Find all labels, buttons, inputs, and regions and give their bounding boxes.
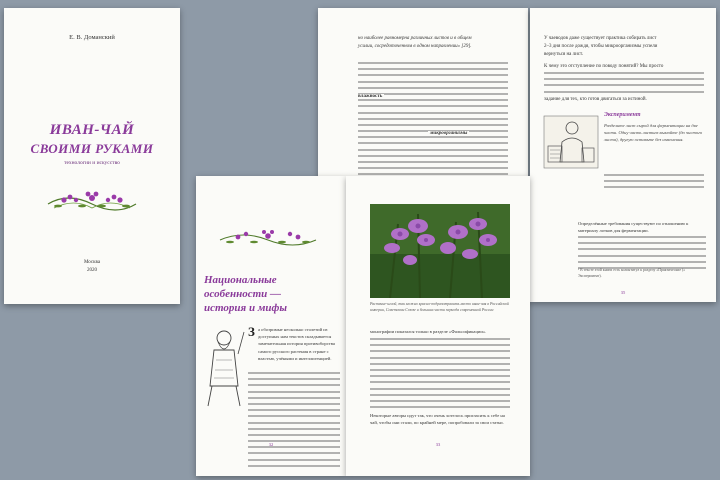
bottom-left-page bbox=[196, 176, 346, 476]
dropcap: З bbox=[248, 324, 255, 339]
book-subtitle: технологии и искусство bbox=[64, 160, 120, 166]
photo-caption: Растение-иглой, так можно красно-подразотравить место иван-чая в Российской империи, Советском Союзе и больших части периода современной России bbox=[370, 302, 509, 312]
footnote: ¹ В тексте этой книги есть колонтитул к разделу «Практические (« Эксперимент). bbox=[578, 268, 686, 278]
bold-term-humidity: влажность bbox=[358, 94, 383, 99]
chapter-body-text bbox=[248, 372, 340, 471]
bold-term-microorganisms: микроорганизмы bbox=[430, 131, 468, 136]
right-body-text-a: монографии показался только в разделе «Фальсификации». bbox=[370, 329, 487, 334]
floral-ornament-small bbox=[218, 228, 318, 250]
right-lead-3: вернуться на лист. bbox=[544, 52, 584, 57]
page-number-left: 32 bbox=[268, 442, 274, 447]
chapter-lead-text: а обозримые несколько столетий из доступных нам текстов складывается замечательная история противоборства самого русского растения в стране с властью, учёными и интеллигенцией. bbox=[258, 327, 335, 361]
author-name: Е. В. Доманский bbox=[69, 34, 115, 41]
city: Москва bbox=[83, 260, 101, 265]
fireweed-photo bbox=[370, 204, 510, 298]
right-question-2: задание для тех, кто готов двигаться за истиной. bbox=[544, 97, 647, 102]
title-page bbox=[4, 8, 180, 304]
right-body-text-b: Некоторые авторы идут так, что очень хотелось пригласить к себе на чай, чтобы они стали, по крайней мере, попробовали за свои статьи. bbox=[370, 413, 505, 425]
book-title-line2: СВОИМИ РУКАМИ bbox=[30, 141, 154, 156]
right-text-block-2 bbox=[604, 174, 704, 193]
right-text-block bbox=[544, 72, 704, 97]
quote-line-1: но наиболее равномерна различных листов и в общем bbox=[358, 36, 472, 41]
right-lead-2: 2–3 дня после дождя, чтобы микроорганизмы успели bbox=[544, 44, 658, 49]
right-body-lines bbox=[370, 338, 510, 412]
right-question-1: К чему это отступление по поводу понятий? Мы просто bbox=[544, 64, 664, 69]
top-spread-right-page bbox=[530, 8, 716, 302]
page-number-right: 33 bbox=[435, 442, 441, 447]
experiment-body: Разделите лист сырой для ферментации на две части. Одну часть листьев вымойте (до чистого листа), другую оставьте без изменения. bbox=[604, 123, 703, 142]
quote-line-2: усилии, сосредоточенном в одном направлении» [29]. bbox=[358, 44, 472, 49]
chapter-title-2: особенности — bbox=[204, 288, 281, 300]
chapter-title-1: Национальные bbox=[204, 274, 277, 286]
chapter-title-3: история и мифы bbox=[204, 302, 287, 314]
worker-illustration bbox=[542, 112, 600, 170]
experiment-heading: Эксперимент bbox=[604, 112, 641, 118]
right-paragraph: Определённые требования существуют по отношению к материалу лотков для ферментации. bbox=[578, 221, 689, 233]
floral-ornament bbox=[44, 188, 140, 216]
seated-figure-illustration bbox=[202, 326, 246, 410]
bottom-right-page bbox=[346, 176, 530, 476]
book-title-line1: ИВАН-ЧАЙ bbox=[49, 122, 135, 138]
year: 2020 bbox=[87, 268, 97, 273]
right-lead-1: У чаеводов даже существует практика собирать лист bbox=[544, 36, 657, 41]
page-number-top: 35 bbox=[620, 290, 626, 295]
